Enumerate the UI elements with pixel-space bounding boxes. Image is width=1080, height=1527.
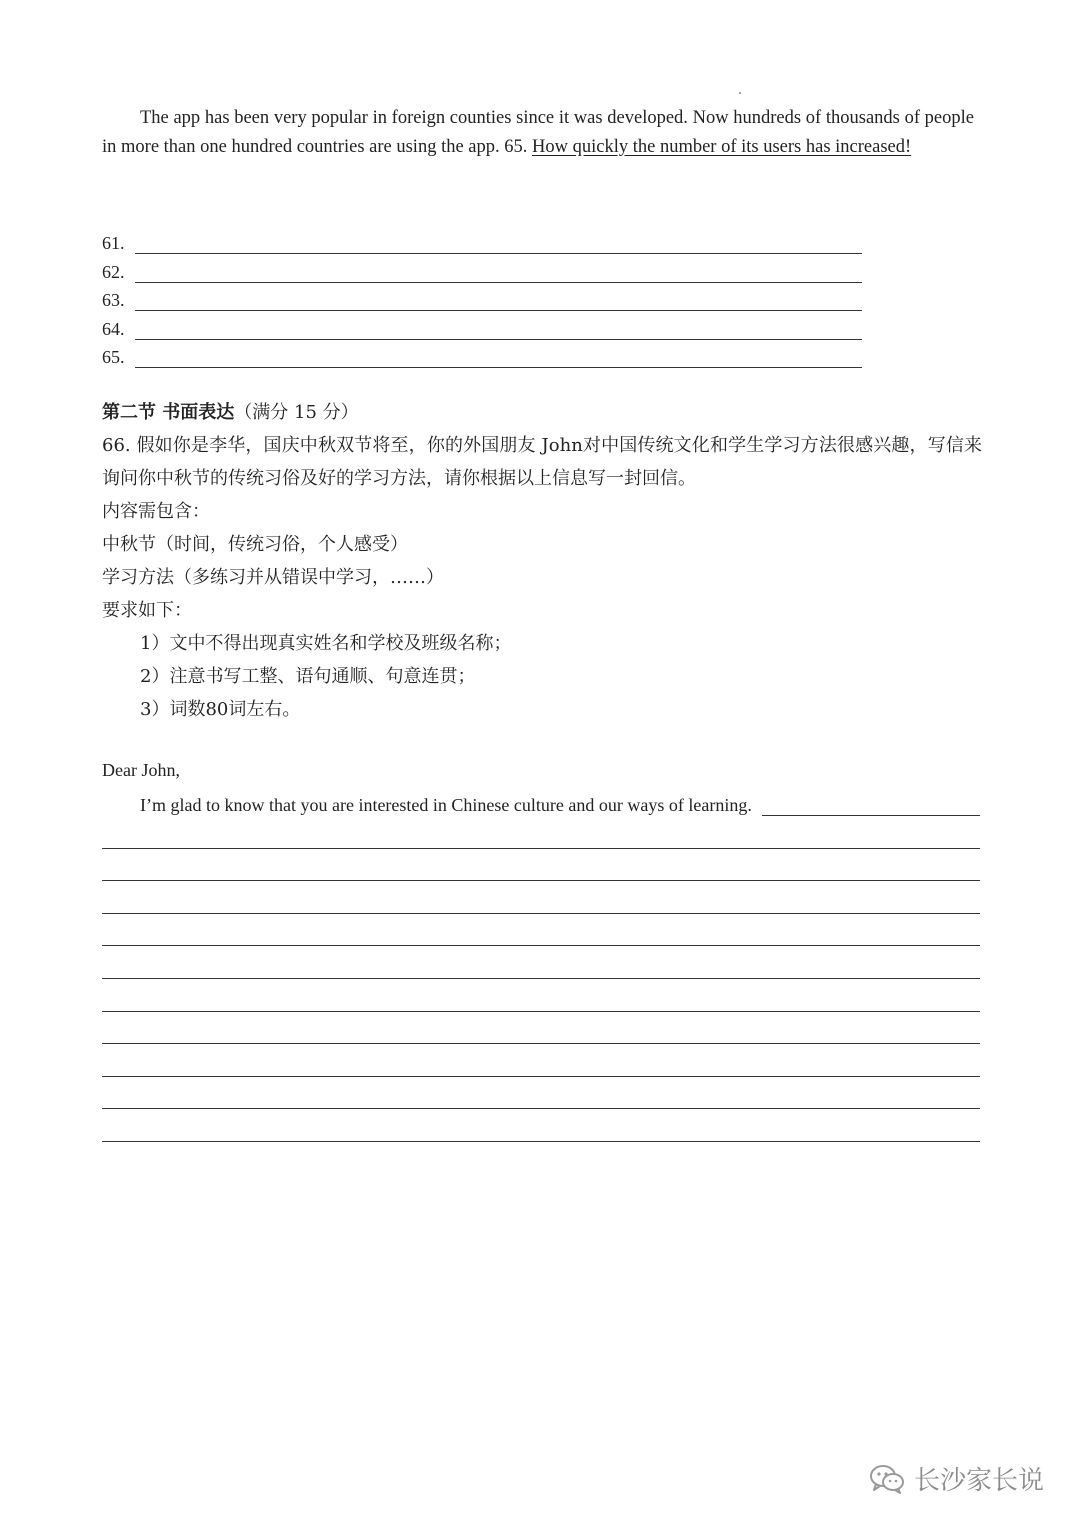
content-label: 内容需包含： [102,501,210,522]
section-heading [102,396,982,429]
writing-line[interactable] [102,849,980,882]
watermark-text: 长沙家长说 [913,1466,1044,1496]
answer-line-61 [102,226,862,254]
requirement-item: 3）词数80词左右。 [140,699,301,720]
letter-opening-text: I’m glad to know that you are interested in Chinese culture and our ways of learning. [140,795,752,815]
writing-line[interactable] [102,816,980,849]
watermark [868,1460,1044,1497]
writing-line[interactable] [102,914,980,947]
writing-line[interactable] [102,1044,980,1077]
answer-blank[interactable] [135,317,862,340]
underlined-sentence-65: How quickly the number of its users has increased! [532,136,912,157]
requirements-label: 要求如下： [102,600,192,621]
answer-line-65 [102,340,862,368]
content-item: 学习方法（多练习并从错误中学习，……） [102,567,444,588]
answer-blank[interactable] [135,345,862,368]
answer-number: 64. [102,318,125,339]
answer-number: 65. [102,346,125,367]
writing-section [102,396,982,726]
answer-number: 61. [102,233,125,254]
letter-writing-area [102,756,980,1142]
passage-text: The app has been very popular in foreign counties since it was developed. Now hundreds of thousands of people in more than one hundred countries are using the app. 65. [102,108,974,157]
answer-number: 63. [102,290,125,311]
content-item: 中秋节（时间，传统习俗，个人感受） [102,534,408,555]
writing-blank[interactable] [762,795,980,816]
writing-line[interactable] [102,881,980,914]
answer-blank[interactable] [135,231,862,254]
reading-passage [102,104,974,161]
answer-blank[interactable] [135,288,862,311]
writing-line[interactable] [102,1012,980,1045]
letter-greeting: Dear John, [102,760,180,780]
section-score: （满分 15 分） [234,402,359,423]
answer-line-62 [102,254,862,282]
answer-blank[interactable] [135,260,862,283]
answer-line-64 [102,311,862,339]
scan-speck [739,92,741,94]
translation-answer-lines [102,226,862,368]
writing-line[interactable] [102,1077,980,1110]
letter-opening-line [102,784,980,816]
wechat-icon [868,1463,906,1495]
answer-number: 62. [102,261,125,282]
answer-line-63 [102,283,862,311]
writing-line[interactable] [102,946,980,979]
section-title: 第二节 书面表达 [102,402,235,423]
writing-line[interactable] [102,979,980,1012]
writing-line[interactable] [102,1109,980,1142]
requirement-item: 2）注意书写工整、语句通顺、句意连贯； [140,666,476,687]
requirement-item: 1）文中不得出现真实姓名和学校及班级名称； [140,633,512,654]
writing-prompt: 66. 假如你是李华，国庆中秋双节将至，你的外国朋友 John对中国传统文化和学生学习方法很感兴趣，写信来询问你中秋节的传统习俗及好的学习方法，请你根据以上信息写一封回信。 [102,435,982,489]
